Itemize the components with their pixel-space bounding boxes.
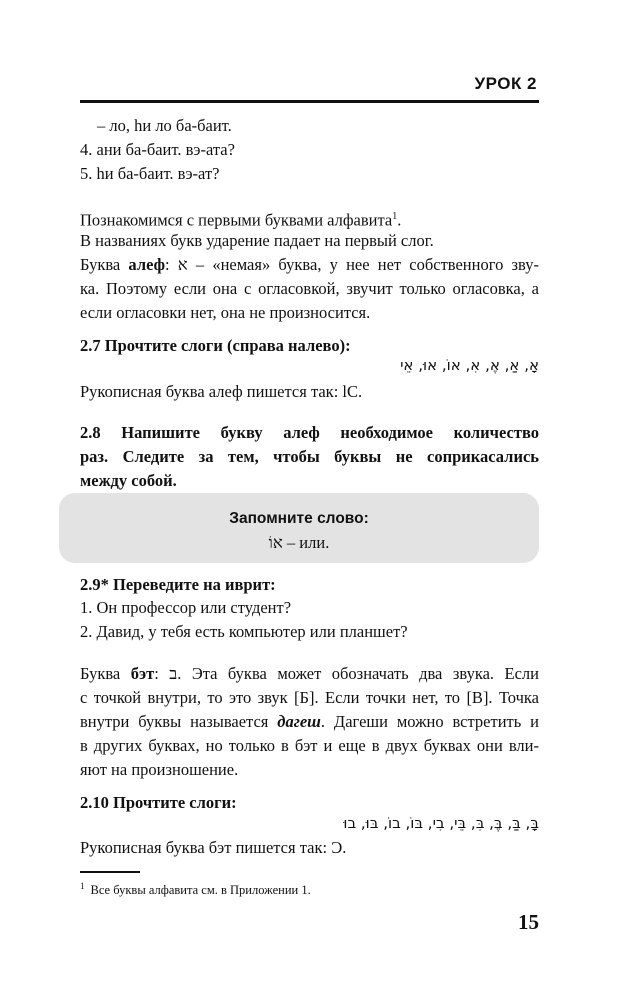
bet-handwritten-glyph: Ɔ. [331,838,347,857]
bet-l3-post: . Дагеши можно встретить и [320,712,540,731]
footnote [80,881,311,898]
alef-handwritten-text: Рукописная буква алеф пишется так: [80,382,343,401]
bet-name: бэт [130,664,155,683]
intro-text: Познакомимся с первыми буквами алфавита [80,210,393,230]
dialogue-line-1: – ло, hи ло ба-баит. [97,116,232,135]
alef-syllables: אָ, אַ, אֶ, אִ, אוֹ, אוּ, אֵי [400,356,539,374]
exercise-2-9-heading: 2.9* Переведите на иврит: [80,575,276,594]
alef-description-line-2: ка. Поэтому если она с огласовкой, звучит только огласовка, а [80,279,539,298]
intro-end: . [397,210,402,230]
alef-description-line-1 [80,253,539,277]
alef-post: : א – «немая» буква, у нее нет собственного зву- [165,255,539,274]
bet-description-line-5: яют на произношение. [80,760,239,779]
alef-pre: Буква [80,255,129,274]
bet-l3-pre: внутри буквы называется [80,712,278,731]
bet-description-line-3 [80,710,539,734]
dialogue-line-2: 4. ани ба-баит. вэ-ата? [80,140,235,159]
page-number: 15 [518,910,539,934]
exercise-2-8-line-3: между собой. [80,471,177,490]
alef-handwritten-line [80,380,539,404]
exercise-2-9-item-1: 1. Он профессор или студент? [80,598,292,617]
footnote-text: Все буквы алфавита см. в Приложении 1. [90,883,311,898]
memo-title: Запомните слово: [229,510,369,527]
bet-description-line-4: в других буквах, но только в бэт и еще в двух буквах они вли- [80,736,539,755]
alef-description-line-3: если огласовки нет, она не произносится. [80,303,371,322]
exercise-2-7-heading: 2.7 Прочтите слоги (справа налево): [80,336,351,355]
footnote-rule [80,871,140,873]
footnote-mark: 1 [80,881,85,891]
alef-name: алеф [128,255,166,274]
dagesh-term: дагеш [277,712,321,731]
bet-post: : ב. Эта буква может обозначать два звука. Если [154,664,539,683]
alef-handwritten-glyph: lC. [342,382,363,401]
bet-description-line-2: с точкой внутри, то это звук [Б]. Если точки нет, то [В]. Точка [80,688,539,707]
lesson-header: УРОК 2 [474,74,537,93]
dialogue-line-3: 5. hи ба-баит. вэ-ат? [80,164,220,183]
exercise-2-9-item-2: 2. Давид, у тебя есть компьютер или планшет? [80,622,408,641]
intro-paragraph-2: В названиях букв ударение падает на первый слог. [80,231,434,250]
bet-handwritten-line [80,836,539,860]
bet-handwritten-text: Рукописная буква бэт пишется так: [80,838,332,857]
exercise-2-10-heading: 2.10 Прочтите слоги: [80,793,237,812]
header-rule [80,100,539,103]
memo-word: אוֹ – или. [268,533,330,552]
memo-box [59,493,539,563]
exercise-2-8-line-2: раз. Следите за тем, чтобы буквы не соприкасались [80,447,539,466]
bet-description-line-1 [80,662,539,686]
bet-syllables: בָּ, בַּ, בֶּ, בִּ, בֵּי, בִי, בּוֹ, בוֹ, בּוּ, בוּ [343,814,539,832]
exercise-2-8-line-1: 2.8 Напишите букву алеф необходимое количество [80,423,539,442]
bet-pre: Буква [80,664,131,683]
footnote-ref: 1 [392,211,398,222]
